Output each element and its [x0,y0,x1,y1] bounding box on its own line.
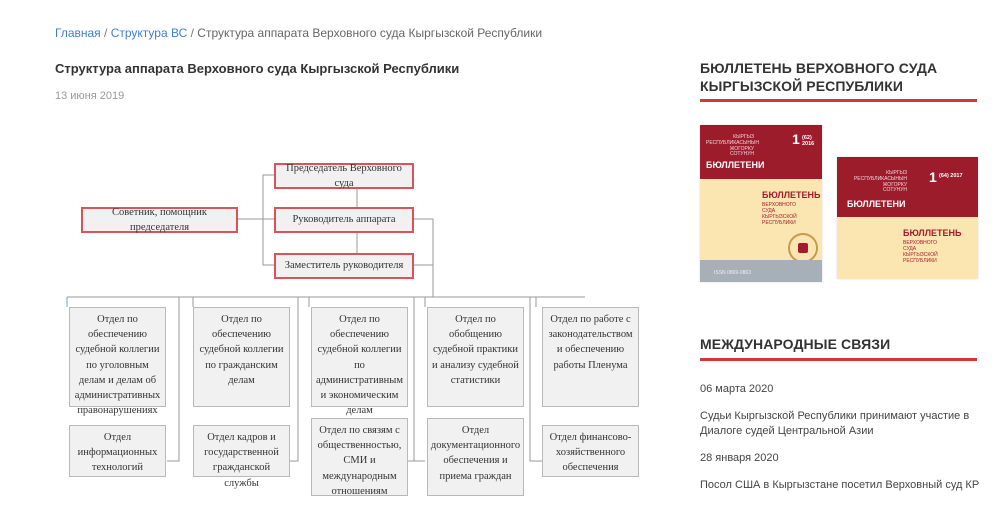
breadcrumb-structure-link[interactable]: Структура ВС [110,26,188,40]
cover-number: 1 [792,131,800,147]
org-box-dept-civil [193,307,290,407]
org-box-dept-admin-econ [311,307,408,417]
org-box-dept-legislation [542,307,639,407]
org-chart [55,155,655,505]
news-link[interactable]: Посол США в Кыргызстане посетил Верховный суд КР [700,479,980,491]
bulletin-covers[interactable] [700,125,980,285]
bulletin-cover-2017[interactable] [837,157,978,279]
page-title: Структура аппарата Верховного суда Кыргызской Республики [55,61,460,76]
cover-kg-small: КЫРГЫЗ РЕСПУБЛИКАСЫНЫН ЖОГОРКУ СОТУНУН [706,134,760,158]
connector-rail-it [167,297,179,461]
cover-kg-title: БЮЛЛЕТЕНИ [847,199,906,209]
connector-chairman-deputy [263,175,274,265]
breadcrumb-current: Структура аппарата Верховного суда Кыргызской Республики [197,26,543,40]
intl-relations-heading: МЕЖДУНАРОДНЫЕ СВЯЗИ [700,336,891,352]
org-box-deputy-head [274,253,414,279]
org-box-label: Отдел по связям с общественностью, СМИ и международным отношениям [317,425,402,497]
cover-ru-subtitle: ВЕРХОВНОГО СУДА КЫРГЫЗСКОЙ РЕСПУБЛИКИ [903,240,938,264]
org-box-label: Отдел информационных технологий [77,432,158,474]
bulletin-heading-underline [700,99,977,102]
cover-ru-title: БЮЛЛЕТЕНЬ [762,190,821,200]
breadcrumb [55,26,542,40]
cover-issn: ISSN 0869-0863 [714,270,751,276]
org-box-chairman [274,163,414,189]
org-box-label: Отдел по обеспечению судебной коллегии по уголовным делам и делам об административных правонарушениях [74,314,161,417]
org-box-label: Отдел по обеспечению судебной коллегии по административным и экономическим делам [315,314,403,417]
org-box-label: Отдел по обеспечению судебной коллегии по гражданским делам [199,314,284,386]
bulletin-heading: БЮЛЛЕТЕНЬ ВЕРХОВНОГО СУДА КЫРГЫЗСКОЙ РЕСПУБЛИКИ [700,60,938,94]
org-box-label: Отдел документационного обеспечения и приема граждан [430,425,521,482]
connector-head-bus [414,219,433,297]
court-seal-icon [788,233,818,263]
cover-kg-small: КЫРГЫЗ РЕСПУБЛИКАСЫНЫН ЖОГОРКУ СОТУНУН [853,170,907,194]
org-box-dept-hr [193,425,290,489]
org-box-label: Отдел финансово-хозяйственного обеспечения [549,432,632,474]
article-date: 13 июня 2019 [55,90,125,102]
org-box-dept-docs [427,418,524,496]
breadcrumb-separator: / [190,26,194,40]
org-box-label: Отдел по обобщению судебной практики и анализу судебной статистики [432,314,519,386]
org-box-dept-practice [427,307,524,407]
org-box-label: Председатель Верховного суда [286,162,402,189]
breadcrumb-separator: / [104,26,108,40]
connector-rail-finance [530,297,542,461]
news-item [700,409,985,439]
org-box-dept-it [69,425,166,477]
org-box-dept-criminal [69,307,166,417]
cover-issue: (62) 2016 [802,135,815,147]
org-box-dept-pr [311,418,408,496]
org-box-label: Советник, помощник председателя [112,206,207,233]
intl-heading-underline [700,358,977,361]
news-link[interactable]: Судьи Кыргызской Республики принимают участие в Диалоге судей Центральной Азии [700,410,970,437]
cover-issue: (64) 2017 [939,173,963,179]
news-date: 28 января 2020 [700,452,779,464]
org-box-label: Заместитель руководителя [284,260,404,272]
cover-kg-title: БЮЛЛЕТЕНИ [706,160,765,170]
news-date: 06 марта 2020 [700,383,774,395]
cover-ru-subtitle: ВЕРХОВНОГО СУДА КЫРГЫЗСКОЙ РЕСПУБЛИКИ [762,202,797,226]
org-box-dept-finance [542,425,639,477]
org-box-head-of-staff [274,207,414,233]
org-box-label: Руководитель аппарата [292,214,396,226]
cover-ru-title: БЮЛЛЕТЕНЬ [903,228,962,238]
org-box-label: Отдел по работе с законодательством и обеспечению работы Пленума [548,314,633,371]
org-box-label: Отдел кадров и государственной гражданской службы [204,432,279,489]
news-item [700,478,985,493]
bulletin-cover-2016[interactable] [700,125,822,282]
cover-number: 1 [929,169,937,185]
org-box-advisor [81,207,238,233]
breadcrumb-home-link[interactable]: Главная [55,26,101,40]
